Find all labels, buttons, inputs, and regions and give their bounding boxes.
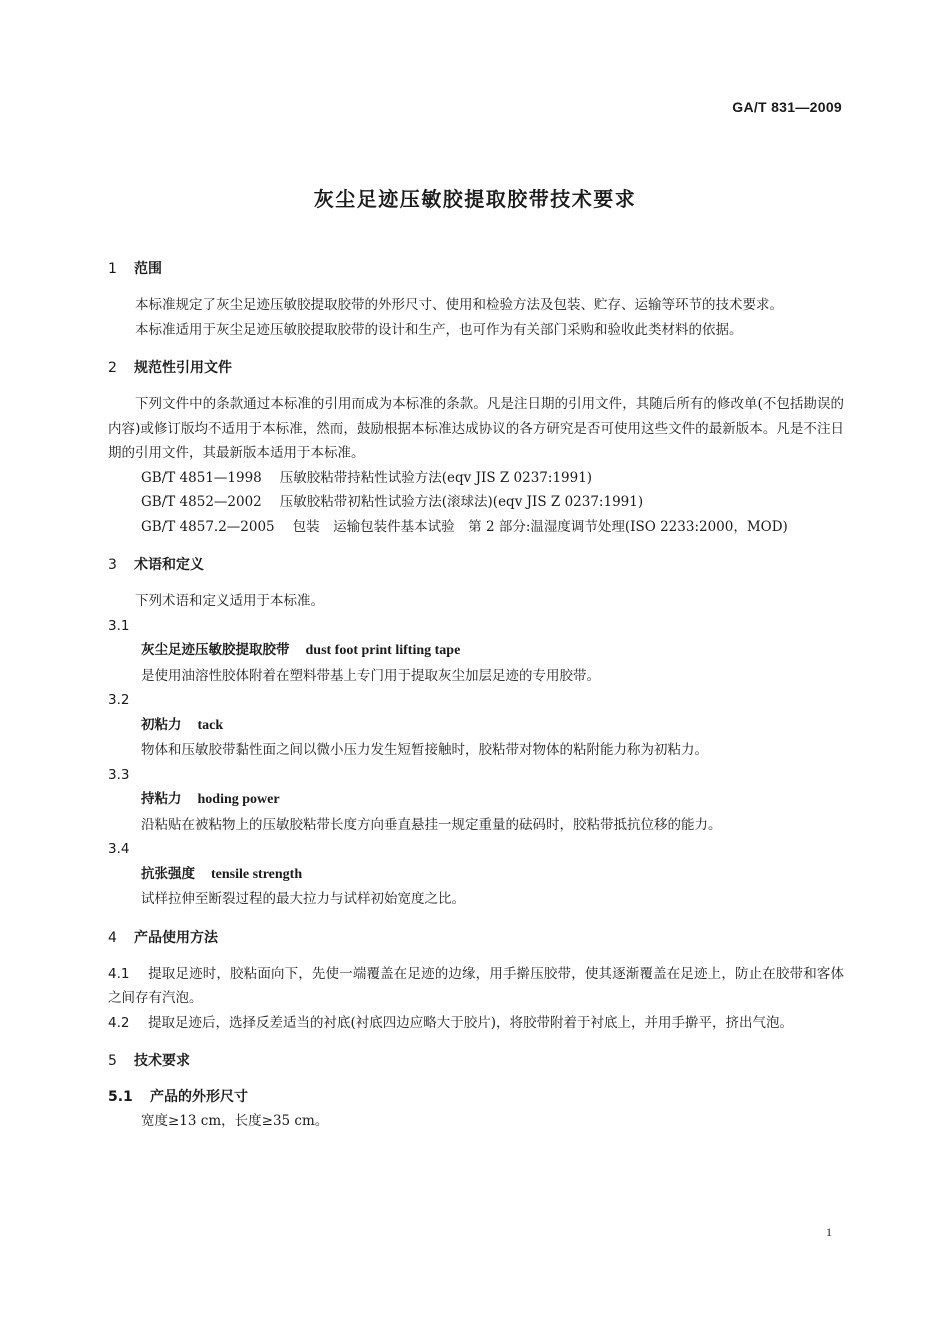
reference-code: GB/T 4857.2—2005 [141, 518, 275, 535]
term-definition: 试样拉伸至断裂过程的最大拉力与试样初始宽度之比。 [141, 891, 465, 907]
term-definition: 物体和压敏胶带黏性面之间以微小压力发生短暂接触时，胶粘带对物体的粘附能力称为初粘力。 [141, 742, 708, 758]
clause-text: 提取足迹时，胶粘面向下，先使一端覆盖在足迹的边缘，用手擀压胶带，使其逐渐覆盖在足迹上，防止在胶带和客体之间存有汽泡。 [108, 965, 844, 1006]
term-definition: 是使用油溶性胶体附着在塑料带基上专门用于提取灰尘加层足迹的专用胶带。 [141, 667, 600, 684]
document-title: 灰尘足迹压敏胶提取胶带技术要求 [313, 187, 637, 211]
term-name [108, 862, 844, 888]
references-intro: 下列文件中的条款通过本标准的引用而成为本标准的条款。凡是注日期的引用文件，其随后所有的修改单(不包括勘误的内容)或修订版均不适用于本标准，然而，鼓励根据本标准达成协议的各方研究是否可使用这些文件的最新版本。凡是不注日期的引用文件，其最新版本适用于本标准。 [108, 396, 844, 461]
term-name-zh: 灰尘足迹压敏胶提取胶带 [141, 642, 290, 658]
section-4-heading [108, 926, 844, 950]
usage-clause [108, 962, 844, 1011]
terms-intro: 下列术语和定义适用于本标准。 [135, 593, 324, 609]
term-name-zh: 初粘力 [141, 716, 182, 733]
clause-number: 4.1 [108, 965, 130, 982]
subsection-number: 5.1 [108, 1089, 133, 1105]
term-name [108, 787, 844, 813]
term-entry [108, 837, 844, 912]
reference-code: GB/T 4851—1998 [141, 469, 262, 486]
reference-code: GB/T 4852—2002 [141, 494, 262, 510]
term-number: 3.3 [108, 766, 130, 783]
dimension-requirement: 宽度≥13 cm，长度≥35 cm。 [141, 1113, 329, 1129]
page-number: 1 [826, 1225, 832, 1239]
clause-number: 4.2 [108, 1014, 130, 1031]
reference-title: 包装 运输包装件基本试验 第 2 部分:温湿度调节处理(ISO 2233:2000，MOD) [292, 518, 788, 535]
section-title: 产品使用方法 [134, 929, 218, 946]
term-definition: 沿粘贴在被粘物上的压敏胶粘带长度方向垂直悬挂一规定重量的砝码时，胶粘带抵抗位移的能力。 [141, 816, 722, 833]
section-3-heading [108, 553, 844, 577]
section-1-heading [108, 257, 844, 281]
section-number: 4 [108, 929, 117, 946]
term-name-en: hoding power [197, 792, 280, 807]
section-number: 5 [108, 1053, 117, 1069]
usage-clause [108, 1011, 844, 1036]
term-name-en: dust foot print lifting tape [305, 643, 461, 658]
standard-code: GA/T 831—2009 [732, 99, 842, 115]
clause-text: 提取足迹后，选择反差适当的衬底(衬底四边应略大于胶片)，将胶带附着于衬底上，并用手擀平，挤出气泡。 [148, 1014, 794, 1031]
term-entry [108, 614, 844, 689]
scope-paragraph: 本标准适用于灰尘足迹压敏胶提取胶带的设计和生产，也可作为有关部门采购和验收此类材料的依据。 [135, 321, 743, 338]
term-number: 3.2 [108, 692, 130, 708]
section-2-heading [108, 356, 844, 380]
term-name-zh: 持粘力 [141, 791, 182, 807]
reference-item [108, 515, 844, 540]
section-title: 术语和定义 [134, 557, 204, 573]
reference-item [108, 466, 844, 491]
section-number: 3 [108, 557, 117, 573]
term-name-en: tack [197, 717, 224, 733]
term-name [108, 713, 844, 739]
term-name-en: tensile strength [211, 866, 303, 882]
subsection-5-1-heading [108, 1085, 844, 1109]
term-name [108, 638, 844, 664]
section-number: 1 [108, 261, 117, 277]
section-title: 技术要求 [134, 1053, 190, 1069]
reference-title: 压敏胶粘带持粘性试验方法(eqv JIS Z 0237:1991) [279, 469, 593, 486]
document-body [108, 257, 844, 1134]
term-number: 3.1 [108, 617, 130, 634]
section-number: 2 [108, 360, 117, 376]
subsection-title: 产品的外形尺寸 [150, 1089, 248, 1105]
section-5-heading [108, 1049, 844, 1073]
reference-item [108, 490, 844, 515]
term-entry [108, 688, 844, 763]
section-title: 范围 [134, 261, 162, 277]
term-name-zh: 抗张强度 [141, 865, 195, 882]
term-entry [108, 763, 844, 838]
term-number: 3.4 [108, 841, 130, 857]
reference-title: 压敏胶粘带初粘性试验方法(滚球法)(eqv JIS Z 0237:1991) [279, 494, 644, 510]
scope-paragraph: 本标准规定了灰尘足迹压敏胶提取胶带的外形尺寸、使用和检验方法及包装、贮存、运输等环节的技术要求。 [135, 297, 783, 313]
section-title: 规范性引用文件 [134, 360, 232, 376]
